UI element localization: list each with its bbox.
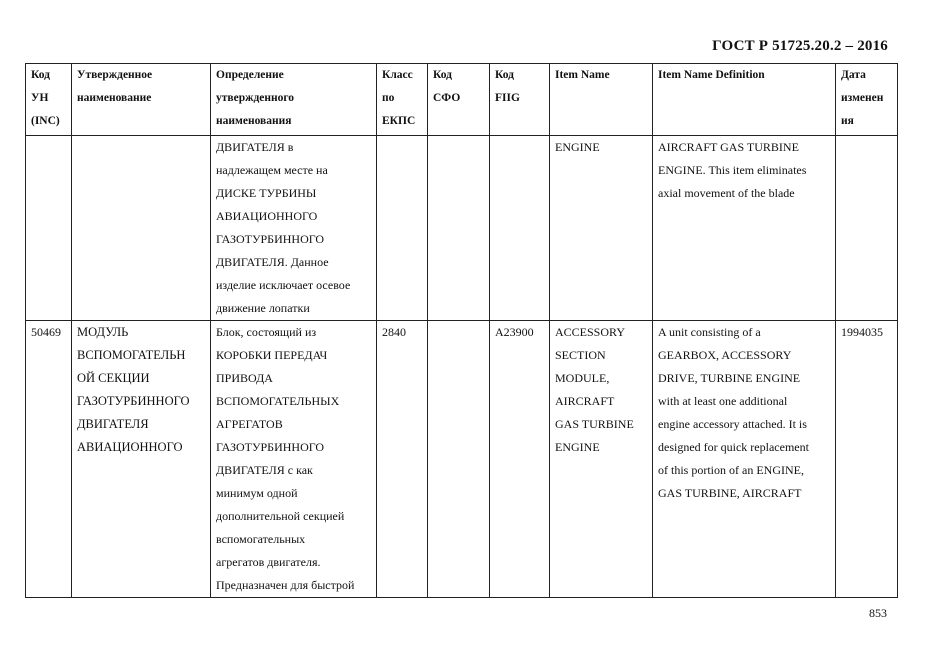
cell-item-name	[550, 321, 653, 598]
column-header-line: изменен	[841, 92, 884, 104]
cell-line: GAS TURBINE, AIRCRAFT	[658, 486, 802, 500]
column-header-line: Код	[433, 69, 453, 81]
cell-line: ВСПОМОГАТЕЛЬН	[77, 348, 186, 362]
document-standard-header: ГОСТ Р 51725.20.2 – 2016	[712, 38, 888, 54]
column-header-line: СФО	[433, 92, 461, 104]
cell-definition	[211, 321, 377, 598]
cell-line: ГАЗОТУРБИННОГО	[77, 394, 190, 408]
table-header-row	[26, 64, 898, 136]
cell-line: GAS TURBINE	[555, 417, 634, 431]
cell-line: КОРОБКИ ПЕРЕДАЧ	[216, 348, 328, 362]
column-header-line: утвержденного	[216, 92, 295, 104]
cell-line: ENGINE. This item eliminates	[658, 163, 807, 177]
cell-sfo-code	[428, 321, 490, 598]
cell-line: АВИАЦИОННОГО	[216, 209, 318, 223]
table-row	[26, 136, 898, 321]
cell-line: минимум одной	[216, 486, 298, 500]
column-header-definition	[211, 64, 377, 136]
column-header-line: Код	[31, 69, 51, 81]
cell-approved-name	[72, 136, 211, 321]
cell-fiig-code	[490, 136, 550, 321]
column-header-approved-name	[72, 64, 211, 136]
cell-definition	[211, 136, 377, 321]
cell-change-date	[836, 321, 898, 598]
column-header-line: УН	[31, 92, 49, 104]
cell-line: АВИАЦИОННОГО	[77, 440, 183, 454]
cell-line: A unit consisting of a	[658, 325, 761, 339]
cell-line: ДВИГАТЕЛЯ	[77, 417, 149, 431]
cell-line: вспомогательных	[216, 532, 306, 546]
cell-line: ДИСКЕ ТУРБИНЫ	[216, 186, 317, 200]
cell-line: ENGINE	[555, 440, 600, 454]
cell-line: A23900	[495, 325, 534, 339]
column-header-line: наименования	[216, 115, 292, 127]
cell-line: Предназначен для быстрой	[216, 578, 355, 592]
cell-line: SECTION	[555, 348, 606, 362]
cell-line: DRIVE, TURBINE ENGINE	[658, 371, 801, 385]
column-header-line: наименование	[77, 92, 152, 104]
cell-line: ENGINE	[555, 140, 600, 154]
cell-item-name	[550, 136, 653, 321]
column-header-sfo-code	[428, 64, 490, 136]
cell-inc	[26, 321, 72, 598]
column-header-line: ия	[841, 115, 854, 127]
nomenclature-table	[25, 63, 898, 598]
column-header-line: Дата	[841, 69, 866, 81]
column-header-line: Утвержденное	[77, 69, 153, 81]
cell-line: надлежащем месте на	[216, 163, 328, 177]
cell-line: агрегатов двигателя.	[216, 555, 321, 569]
cell-line: engine accessory attached. It is	[658, 417, 807, 431]
cell-line: ГАЗОТУРБИННОГО	[216, 440, 325, 454]
cell-line: движение лопатки	[216, 301, 310, 315]
column-header-line: Определение	[216, 69, 284, 81]
cell-line: GEARBOX, ACCESSORY	[658, 348, 792, 362]
cell-line: дополнительной секцией	[216, 509, 345, 523]
column-header-line: (INC)	[31, 115, 60, 127]
cell-ekps-class	[377, 321, 428, 598]
cell-line: ВСПОМОГАТЕЛЬНЫХ	[216, 394, 340, 408]
cell-line: 50469	[31, 325, 61, 339]
column-header-ekps-class	[377, 64, 428, 136]
cell-item-name-definition	[653, 321, 836, 598]
cell-line: axial movement of the blade	[658, 186, 795, 200]
column-header-item-name-definition	[653, 64, 836, 136]
table-row	[26, 321, 898, 598]
column-header-line: Item Name	[555, 69, 610, 81]
cell-line: ОЙ СЕКЦИИ	[77, 371, 150, 385]
column-header-line: Класс	[382, 69, 413, 81]
column-header-item-name	[550, 64, 653, 136]
page-number: 853	[869, 606, 887, 620]
cell-sfo-code	[428, 136, 490, 321]
column-header-line: ЕКПС	[382, 115, 416, 127]
column-header-inc	[26, 64, 72, 136]
column-header-change-date	[836, 64, 898, 136]
cell-line: ACCESSORY	[555, 325, 626, 339]
cell-line: ДВИГАТЕЛЯ в	[216, 140, 294, 154]
cell-line: AIRCRAFT	[555, 394, 615, 408]
cell-change-date	[836, 136, 898, 321]
cell-inc	[26, 136, 72, 321]
cell-line: Блок, состоящий из	[216, 325, 317, 339]
column-header-line: Код	[495, 69, 515, 81]
column-header-line: по	[382, 92, 395, 104]
cell-approved-name	[72, 321, 211, 598]
cell-line: ПРИВОДА	[216, 371, 273, 385]
column-header-fiig-code	[490, 64, 550, 136]
cell-line: MODULE,	[555, 371, 610, 385]
cell-line: ГАЗОТУРБИННОГО	[216, 232, 325, 246]
cell-fiig-code	[490, 321, 550, 598]
cell-line: with at least one additional	[658, 394, 788, 408]
cell-line: of this portion of an ENGINE,	[658, 463, 804, 477]
cell-line: designed for quick replacement	[658, 440, 809, 454]
cell-line: ДВИГАТЕЛЯ. Данное	[216, 255, 329, 269]
cell-line: МОДУЛЬ	[77, 325, 129, 339]
cell-item-name-definition	[653, 136, 836, 321]
column-header-line: Item Name Definition	[658, 69, 765, 81]
cell-line: изделие исключает осевое	[216, 278, 351, 292]
cell-line: AIRCRAFT GAS TURBINE	[658, 140, 799, 154]
cell-ekps-class	[377, 136, 428, 321]
cell-line: АГРЕГАТОВ	[216, 417, 283, 431]
cell-line: 2840	[382, 325, 406, 339]
cell-line: ДВИГАТЕЛЯ с как	[216, 463, 313, 477]
column-header-line: FIIG	[495, 92, 520, 104]
cell-line: 1994035	[841, 325, 883, 339]
